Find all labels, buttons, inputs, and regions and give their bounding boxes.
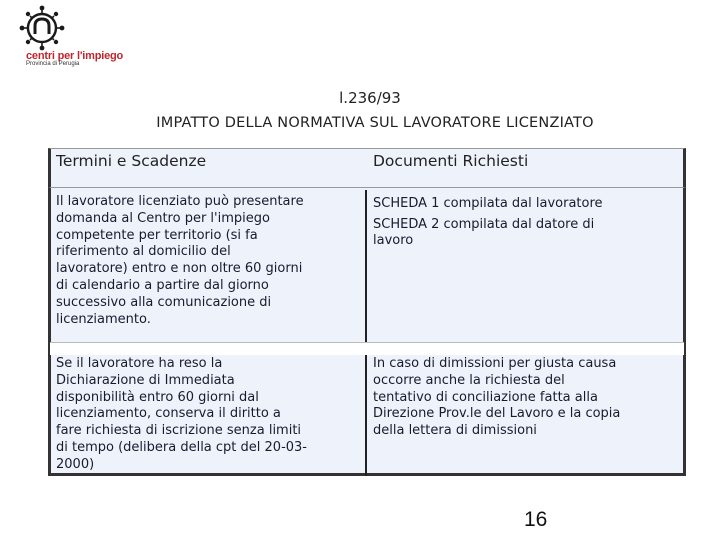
text-line: Se il lavoratore ha reso la bbox=[56, 356, 223, 371]
text-line: In caso di dimissioni per giusta causa bbox=[373, 356, 617, 371]
text-line: successivo alla comunicazione di bbox=[56, 294, 272, 310]
text-line: di calendario a partire dal giorno bbox=[56, 277, 269, 293]
text-line: licenziamento. bbox=[56, 311, 151, 327]
logo-text bbox=[26, 50, 123, 67]
text-line: tentativo di conciliazione fatta alla bbox=[373, 389, 598, 405]
page-title: IMPATTO DELLA NORMATIVA SUL LAVORATORE LICENZIATO bbox=[156, 115, 594, 131]
text-line: licenziamento, conserva il diritto a bbox=[56, 406, 281, 422]
table-row-1-documents bbox=[373, 194, 603, 250]
header-terms: Termini e Scadenze bbox=[56, 152, 207, 170]
text-line: fare richiesta di iscrizione senza limiti bbox=[56, 423, 302, 439]
text-line: Direzione Prov.le del Lavoro e la copia bbox=[373, 406, 621, 422]
text-line: Dichiarazione di Immediata bbox=[56, 372, 235, 388]
table-row-2-documents bbox=[373, 356, 620, 440]
text-line: occorre anche la richiesta del bbox=[373, 372, 565, 388]
text-line: SCHEDA 1 compilata dal lavoratore bbox=[373, 196, 603, 211]
law-reference: l.236/93 bbox=[339, 89, 401, 107]
table-row-2-terms bbox=[56, 356, 307, 474]
text-line: della lettera di dimissioni bbox=[373, 423, 537, 439]
page-number: 16 bbox=[524, 508, 548, 531]
text-line: disponibilità entro 60 giorni dal bbox=[56, 389, 259, 405]
logo-subtitle: Provincia di Perugia bbox=[26, 61, 80, 67]
text-line: riferimento al domicilio del bbox=[56, 244, 231, 260]
text-line: di tempo (delibera della cpt del 20-03- bbox=[56, 439, 307, 455]
logo-name: centri per l'impiego bbox=[26, 50, 124, 62]
text-line: lavoratore) entro e non oltre 60 giorni bbox=[56, 261, 303, 277]
text-line: lavoro bbox=[373, 233, 414, 248]
text-line: 2000) bbox=[56, 456, 95, 472]
row-separator bbox=[50, 342, 684, 355]
header-documents: Documenti Richiesti bbox=[373, 152, 529, 170]
table-row-1-terms bbox=[56, 194, 304, 328]
column-divider bbox=[365, 190, 367, 476]
text-line: SCHEDA 2 compilata dal datore di bbox=[373, 217, 595, 232]
text-line: Il lavoratore licenziato può presentare bbox=[56, 194, 304, 209]
text-line: competente per territorio (si fa bbox=[56, 227, 258, 243]
text-line: domanda al Centro per l'impiego bbox=[56, 210, 270, 226]
